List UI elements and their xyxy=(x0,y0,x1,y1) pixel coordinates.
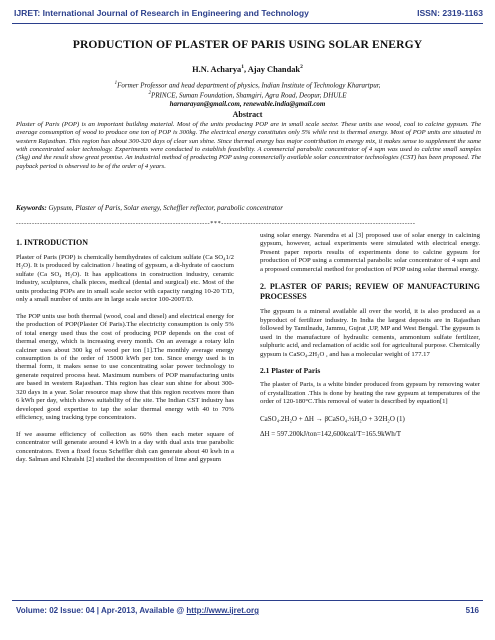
author-2-sup: 2 xyxy=(300,64,303,70)
left-column xyxy=(16,232,234,472)
author-separator: , xyxy=(243,64,248,74)
affiliations xyxy=(20,80,475,108)
page-header xyxy=(0,0,495,26)
abstract-heading: Abstract xyxy=(232,110,263,119)
heading-plaster-review: 2. PLASTER OF PARIS; REVIEW OF MANUFACTURING PROCESSES xyxy=(260,282,480,302)
affiliation-2-sup: 2 xyxy=(148,90,151,96)
author-2: Ajay Chandak xyxy=(247,64,301,74)
equation-1: CaSO₄.2H₂O + ΔH → βCaSO₄.½H₂O + 3⁄2H₂O (1) xyxy=(260,414,405,423)
author-emails: harnarayan@gmail.com, renewable.india@gmail.com xyxy=(169,99,326,108)
page-footer xyxy=(16,606,259,615)
header-rule xyxy=(12,23,483,24)
journal-link[interactable]: http://www.ijret.org xyxy=(186,606,259,615)
affiliation-1 xyxy=(20,80,475,90)
intro-paragraph-4: using solar energy. Narendra et al [3] proposed use of solar energy in calcining gypsum, however, actual experiments were simulated with electrical energy. Present paper reports results of experiments done to calcine gypsum for production of POP using a commercial parabolic solar concentrator of 4 sqm and a proposed commercial method for production of POP using solar thermal energy. xyxy=(260,232,480,273)
journal-name: IJRET: International Journal of Research in Engineering and Technology xyxy=(14,8,309,18)
keywords-label: Keywords: xyxy=(16,204,47,212)
keywords-text: Gypsum, Plaster of Paris, Solar energy, Scheffler reflector, parabolic concentrator xyxy=(46,204,284,212)
page-number: 516 xyxy=(465,606,479,615)
keywords xyxy=(16,204,481,213)
author-1-sup: 1 xyxy=(241,64,244,70)
equation-2: ΔH = 597.200kJ/ton=142,600kcal/T=165.9kWh/T xyxy=(260,430,401,439)
intro-paragraph-2: The POP units use both thermal (wood, coal and diesel) and electrical energy for the production of POP(Plaster Of Paris).The electricity consumption is only 5% of total energy used thus the cost of producing POP depends on the cost of thermal energy, which is increasing every month. On an average a rotary kiln calciner uses about 300 kg of wood per ton [1].The monthly average energy consumption is of the order of 15000 kWh per ton. Since energy used is in thermal form, it makes sense to use concentrating solar power technology to generate required process heat. Maximum numbers of POP manufacturing units are based in western Rajasthan. This region has clear sun shine for about 300-320 days in a year. Solar resource map show that this region receives more than 6 kWh per day, which shows suitability of the site. The Indian CST industry has developed good expertise to tap the solar thermal energy with 40 to 70% efficiency, using tracking type concentrators. xyxy=(16,312,234,422)
section-separator: -------------------------------------------------------------------------***------------------------------------------------------------------------- xyxy=(16,220,416,227)
issn: ISSN: 2319-1163 xyxy=(417,8,483,18)
intro-paragraph-3: If we assume efficiency of collection as 60% then each meter square of concentrator will generate around 4 kWh in a day with dual axis true parabolic concentrators. Even a fixed focus Scheffler dish can generate about 40 kwh in a day. Salman and Khraishi [2] studied the decomposition of lime and gypsum xyxy=(16,430,234,463)
intro-paragraph-1: Plaster of Paris (POP) is chemically hemihydrates of calcium sulfate (Ca SO₄1/2 H₂O). It is produced by calcination / heating of gypsum, a di-hydrate of caocium sulfate (Ca SO₄ H₂O). It has applications in construction industry, ceramic industry, sculptures, chalk pieces, medical (dental and surgical) etc. Most of the units producing POPs are in small scale sector with capacity ranging 10-20 T/D, only a small number of units are in large scale sector 100-200T/D. xyxy=(16,254,234,304)
footer-rule xyxy=(12,600,483,601)
abstract-text: Plaster of Paris (POP) is an important building material. Most of the units producing POP are in small scale sector. These units use wood, coal to calcine gypsum. The average consumption of wood to produce one ton of POP is 300kg. The electrical energy constitutes only 5% while rest is thermal energy. Most of POP units are situated in western Rajasthan. This region has about 300-320 days of clear sun shine. Since thermal energy has major contribution in energy mix, it makes sense to supplement the same with concentrated solar technology. Experiments were conducted to establish feasibility. A commercial parabolic concentrator of 4 sqm was used to calcine small samples (5kg) and the result show great promise. An industrial method of producing POP using commercially available solar concentrator technologies (CST) has been proposed. The payback period is observed to be of the order of 4 years. xyxy=(16,121,481,170)
authors xyxy=(0,64,495,74)
affiliation-2-text: PRINCE, Suman Foundation, Shamgiri, Agra Road, Deopur, DHULE xyxy=(151,91,347,100)
affiliation-1-sup: 1 xyxy=(114,81,118,86)
author-1: H.N. Acharya xyxy=(192,64,242,74)
footer-text: Volume: 02 Issue: 04 | Apr-2013, Available @ xyxy=(16,606,187,615)
affiliation-1-text: Former Professor and head department of physics, Indian Institute of Technology Kharartpur, xyxy=(117,81,381,90)
right-column xyxy=(260,232,480,446)
review-paragraph-1: The gypsum is a mineral available all over the world, it is also produced as a byproduct of fertilizer industry. In India the largest deposits are in Rajasthan followed by Tamilnadu, Jammu, Gujrat ,UP, MP and West Bengal. The gypsum is used in the manufacture of hydraulic cements, ammonium sulfate fertilizer, sulphuric acid, and reclamation of acidic soil for agricultural purpose. Chemically gypsum is CaSO₄.2H₂O , and has a molecular weight of 177.17 xyxy=(260,308,480,358)
heading-plaster-of-paris: 2.1 Plaster of Paris xyxy=(260,365,321,375)
affiliation-2 xyxy=(20,90,475,100)
heading-introduction: 1. INTRODUCTION xyxy=(16,238,89,247)
paper-title: PRODUCTION OF PLASTER OF PARIS USING SOLAR ENERGY xyxy=(72,38,423,51)
plaster-paragraph: The plaster of Paris, is a white binder produced from gypsum by removing water of crystallization .This is done by heating the raw gypsum at temperatures of the order of 120-180°C.This removal of water is described by equation[1] xyxy=(260,381,480,406)
